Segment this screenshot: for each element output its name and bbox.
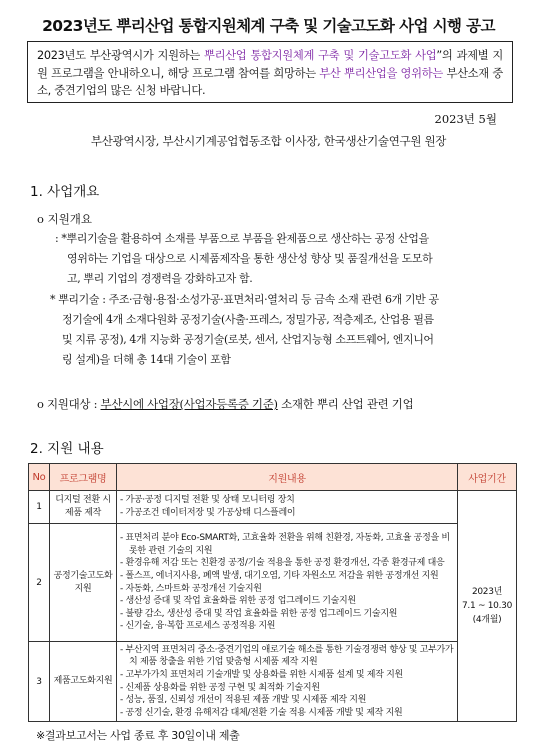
root-tech-definition [50, 290, 520, 370]
definition-line: 및 지류 공정), 4개 지능화 공정기술(로봇, 센서, 산업지능형 소프트웨어, 엔지니어 [62, 333, 434, 346]
target-underlined: 부산시에 사업장(사업자등록증 기준) [100, 397, 278, 411]
program-period [458, 491, 517, 722]
report-note: ※결과보고서는 사업 종료 후 30일이내 제출 [36, 729, 240, 742]
notice-title: 2023년도 뿌리산업 통합지원체계 구축 및 기술고도화 사업 시행 공고 [42, 17, 495, 35]
intro-box [27, 41, 513, 103]
content-line: - 공정 신기술, 환경 유해저감 대체/전환 기술 적용 시제품 개발 및 제작 지원 [120, 707, 403, 718]
content-line: - 고부가가치 표면처리 기술개발 및 상용화를 위한 시제품 설계 및 제작 지원 [120, 669, 403, 680]
content-line: - 신제품 상용화를 위한 공정 구현 및 최적화 기술지원 [120, 682, 320, 693]
intro-text: 부산소재 중소, 중견기업의 많은 신청 바랍니다. [37, 66, 503, 97]
period-year: 2023년 [471, 587, 503, 597]
overview-line: 영위하는 기업을 대상으로 시제품제작을 통한 생산성 향상 및 품질개선을 도모하 [67, 252, 433, 265]
period-months: (4개월) [472, 615, 502, 625]
content-line: - 가공조건 데이터저장 및 가공상태 디스플레이 [120, 508, 296, 518]
content-line: - 표면처리 분야 Eco-SMART화, 고효율화 전환을 위해 친환경, 자동화, 고효율 공정을 비롯한 관련 기술의 지원 [120, 533, 450, 556]
intro-text: 2023년도 부산광역시가 지원하는 [37, 49, 204, 62]
table-row [29, 524, 517, 642]
program-table [28, 463, 517, 722]
signers: 부산광역시장, 부산시기계공업협동조합 이사장, 한국생산기술연구원 원장 [90, 134, 447, 148]
content-line: - 성능, 품질, 신뢰성 개선이 적용된 제품 개발 및 시제품 제작 지원 [120, 695, 367, 706]
intro-highlight-target: 부산 뿌리산업을 영위하는 [319, 66, 443, 80]
content-line: - 불량 감소, 생산성 증대 및 작업 효율화를 위한 공정 업그레이드 기술지원 [120, 608, 398, 619]
table-row [29, 642, 517, 722]
table-header-row [29, 464, 517, 491]
header-content: 지원내용 [117, 464, 458, 491]
section-heading-support: 2. 지원 내용 [30, 441, 104, 457]
content-line: - 생산성 증대 및 작업 효율화를 위한 공정 업그레이드 기술지원 [120, 596, 356, 607]
row-content [117, 491, 458, 524]
overview-text [55, 229, 517, 289]
content-line: - 신기술, 융·복합 프로세스 공정적용 지원 [120, 621, 276, 632]
intro-highlight-program: 뿌리산업 통합지원체계 구축 및 기술고도화 사업 [203, 49, 437, 62]
row-no: 2 [29, 524, 50, 642]
overview-line: 고, 뿌리 기업의 경쟁력을 강화하고자 함. [67, 272, 253, 285]
target-text: 소재한 뿌리 산업 관련 기업 [277, 397, 414, 411]
row-no: 3 [29, 642, 50, 722]
table-row [29, 491, 517, 524]
row-program-name: 공정기술고도화지원 [50, 524, 117, 642]
row-content [117, 524, 458, 642]
content-line: - 부산지역 표면처리 중소·중견기업의 애로기술 해소를 통한 기술경쟁력 향상 및 고부가가치 제품 창출을 위한 기업 맞춤형 시제품 제작 지원 [120, 644, 454, 668]
content-line: - 폴스프, 에너지사용, 폐액 발생, 대기오염, 기타 자원소모 저감을 위한 공정개선 지원 [120, 570, 439, 581]
content-line: - 자동화, 스마트화 공정개선 기술지원 [120, 583, 262, 594]
content-line: - 가공·공정 디지털 전환 및 상태 모니터링 장치 [120, 495, 295, 506]
period-range: 7.1 ~ 10.30 [461, 601, 513, 611]
overview-line: : *뿌리기술을 활용하여 소재를 부품으로 부품을 완제품으로 생산하는 공정 산업을 [55, 232, 429, 245]
header-no: No [29, 464, 50, 491]
definition-line: 정기술에 4개 소재다원화 공정기술(사출·프레스, 정밀가공, 적층제조, 산업용 필름 [62, 313, 434, 326]
row-no: 1 [29, 491, 50, 524]
support-target [37, 396, 413, 412]
row-content [117, 642, 458, 722]
row-program-name: 제품고도화지원 [50, 642, 117, 722]
notice-date: 2023년 5월 [434, 112, 497, 126]
intro-text: ”의 과제별 지원 프로그램을 안내하오니, 해당 프로그램 참여를 희망하는 [37, 49, 504, 80]
subheading-overview: o 지원개요 [37, 212, 93, 226]
row-program-name: 디지털 전환 시제품 제작 [50, 491, 117, 524]
header-period: 사업기간 [458, 464, 517, 491]
target-label: o 지원대상 : [37, 397, 101, 411]
definition-line: 링 설계)을 더해 총 14대 기술이 포함 [62, 353, 231, 366]
header-program: 프로그램명 [50, 464, 117, 491]
section-heading-overview: 1. 사업개요 [30, 184, 100, 200]
content-line: - 환경유해 저감 또는 친환경 공정/기술 적용을 통한 공정 환경개선, 각종 환경규제 대응 [120, 558, 445, 569]
definition-line: * 뿌리기술 : 주조·금형·용접·소성가공·표면처리·열처리 등 금속 소재 관련 6개 기반 공 [50, 293, 439, 306]
